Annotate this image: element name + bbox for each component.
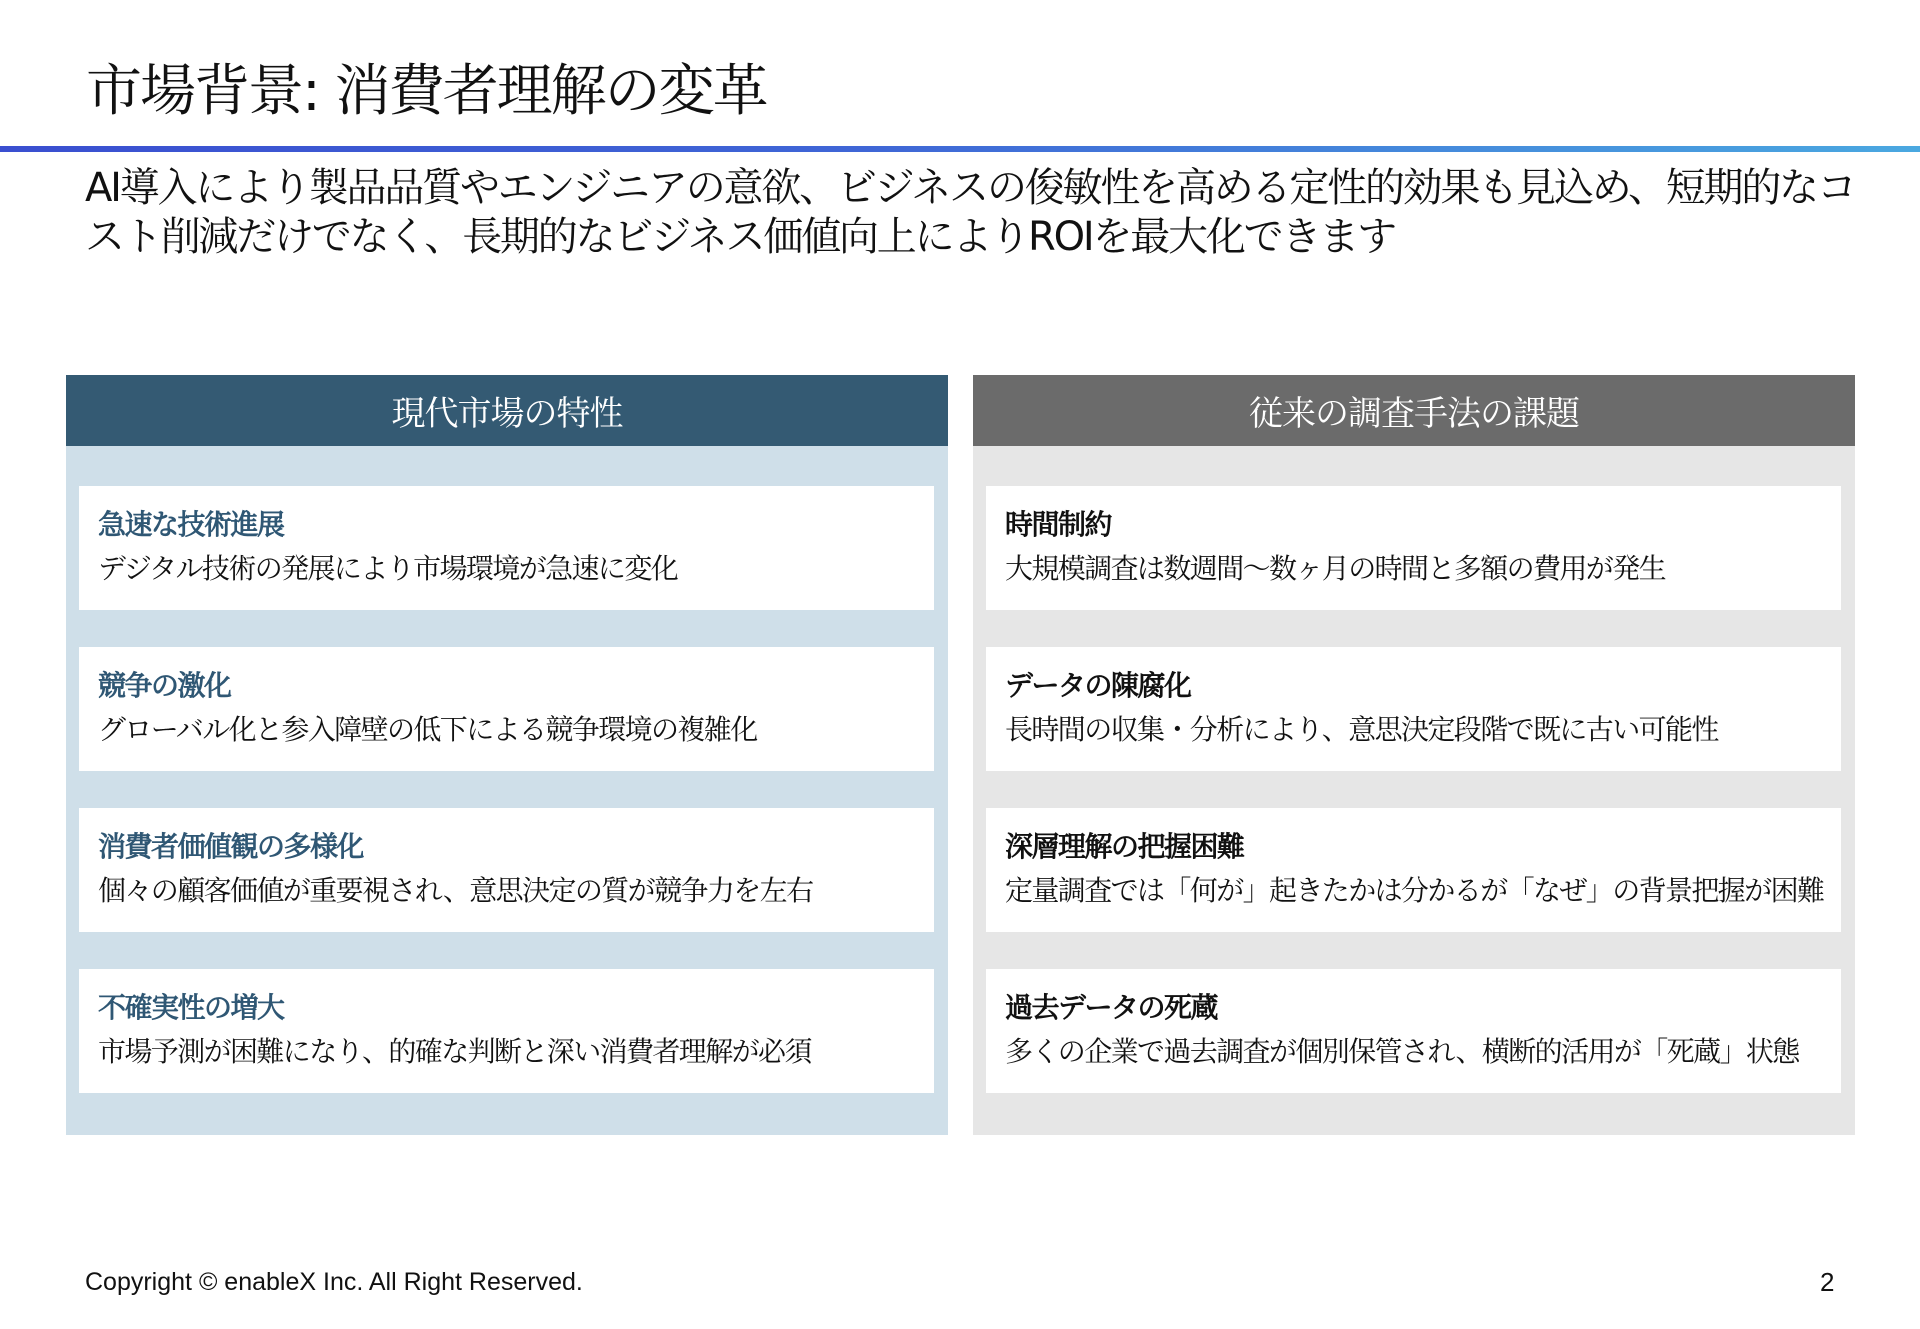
card-title: データの陳腐化 [1005, 669, 1191, 702]
panel-header-modern-market: 現代市場の特性 [66, 375, 948, 446]
footer-copyright: Copyright © enableX Inc. All Right Reserved. [85, 1268, 583, 1296]
card-time-constraint [986, 486, 1841, 610]
card-description: 定量調査では「何が」起きたかは分かるが「なぜ」の背景把握が困難 [1005, 874, 1824, 907]
card-data-obsolescence [986, 647, 1841, 771]
card-description: 大規模調査は数週間～数ヶ月の時間と多額の費用が発生 [1005, 552, 1666, 585]
card-title: 深層理解の把握困難 [1005, 830, 1244, 863]
panel-traditional-research [973, 375, 1855, 1135]
slide-title: 市場背景: 消費者理解の変革 [86, 59, 767, 124]
card-description: 多くの企業で過去調査が個別保管され、横断的活用が「死蔵」状態 [1005, 1035, 1799, 1068]
card-title: 急速な技術進展 [98, 508, 284, 541]
card-deep-understanding [986, 808, 1841, 932]
card-uncertainty [79, 969, 934, 1093]
card-description: 長時間の収集・分析により、意思決定段階で既に古い可能性 [1005, 713, 1718, 746]
card-title: 消費者価値観の多様化 [98, 830, 364, 863]
card-description: 個々の顧客価値が重要視され、意思決定の質が競争力を左右 [98, 874, 813, 907]
card-competition [79, 647, 934, 771]
card-title: 時間制約 [1005, 508, 1112, 541]
card-description: 市場予測が困難になり、的確な判断と深い消費者理解が必須 [98, 1035, 811, 1068]
card-dormant-data [986, 969, 1841, 1093]
card-description: グローバル化と参入障壁の低下による競争環境の複雑化 [98, 713, 757, 746]
card-description: デジタル技術の発展により市場環境が急速に変化 [98, 552, 678, 585]
card-title: 不確実性の増大 [98, 991, 284, 1024]
card-title: 競争の激化 [98, 669, 231, 702]
card-rapid-tech [79, 486, 934, 610]
lead-text: AI導入により製品品質やエンジニアの意欲、ビジネスの俊敏性を高める定性的効果も見込め、短期的なコスト削減だけでなく、長期的なビジネス価値向上によりROIを最大化できます [85, 165, 1855, 260]
card-consumer-values [79, 808, 934, 932]
card-title: 過去データの死蔵 [1005, 991, 1218, 1024]
page-number: 2 [1820, 1267, 1835, 1297]
panel-modern-market [66, 375, 948, 1135]
title-divider [0, 146, 1920, 152]
panel-header-traditional-research: 従来の調査手法の課題 [973, 375, 1855, 446]
